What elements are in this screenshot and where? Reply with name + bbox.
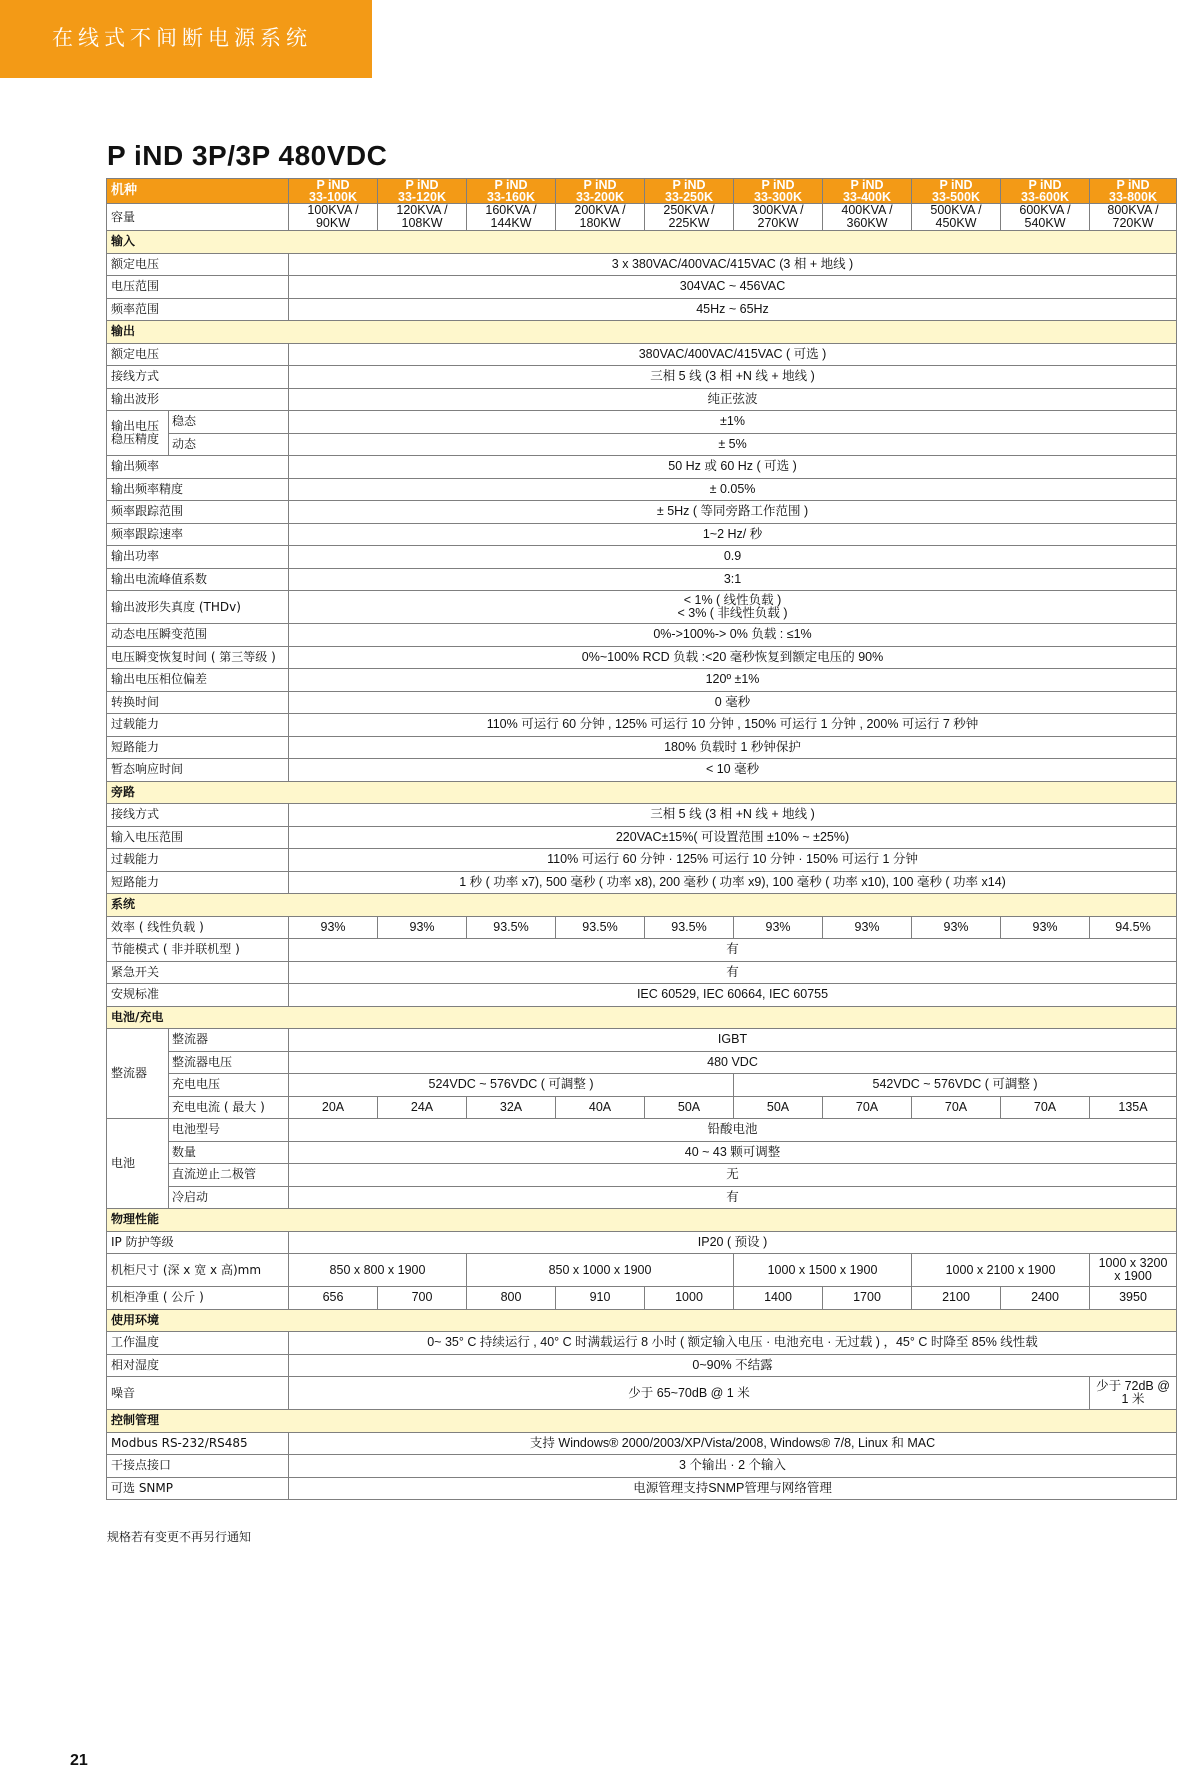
spec-label: 干接点接口 [107, 1455, 289, 1478]
spec-row [107, 691, 1177, 714]
spec-label: 过载能力 [107, 714, 289, 737]
spec-row [107, 411, 1177, 434]
spec-row [107, 849, 1177, 872]
spec-value: < 10 毫秒 [289, 759, 1177, 782]
spec-value: 40 ~ 43 颗可调整 [289, 1141, 1177, 1164]
spec-value: 0~90% 不结露 [289, 1354, 1177, 1377]
section-title: 物理性能 [107, 1209, 1177, 1232]
section-physical [107, 1209, 1177, 1232]
spec-row [107, 1141, 1177, 1164]
spec-row [107, 1186, 1177, 1209]
dimension-cell: 1000 x 1500 x 1900 [734, 1254, 912, 1287]
model-cell: P iND 33-400K [823, 179, 912, 204]
spec-value: IP20 ( 预设 ) [289, 1231, 1177, 1254]
group-label-rectifier: 整流器 [107, 1029, 169, 1119]
spec-label: 动态 [169, 433, 289, 456]
spec-value: 3 x 380VAC/400VAC/415VAC (3 相 + 地线 ) [289, 253, 1177, 276]
spec-row [107, 1354, 1177, 1377]
spec-row [107, 961, 1177, 984]
spec-label: 输入电压范围 [107, 826, 289, 849]
spec-label: 机柜尺寸 (深 x 宽 x 高)mm [107, 1254, 289, 1287]
footnote: 规格若有变更不再另行通知 [107, 1530, 252, 1544]
weight-row [107, 1287, 1177, 1310]
model-cell: P iND 33-800K [1090, 179, 1177, 204]
spec-value: 542VDC ~ 576VDC ( 可調整 ) [734, 1074, 1177, 1097]
charge-current-cell: 20A [289, 1096, 378, 1119]
section-title: 旁路 [107, 781, 1177, 804]
section-bypass [107, 781, 1177, 804]
spec-label: 接线方式 [107, 366, 289, 389]
capacity-cell: 500KVA / 450KW [912, 204, 1001, 231]
spec-value: 纯正弦波 [289, 388, 1177, 411]
dimension-cell: 850 x 1000 x 1900 [467, 1254, 734, 1287]
charge-current-cell: 70A [1001, 1096, 1090, 1119]
capacity-cell: 160KVA / 144KW [467, 204, 556, 231]
capacity-cell: 800KVA / 720KW [1090, 204, 1177, 231]
spec-row [107, 546, 1177, 569]
group-label-battery: 电池 [107, 1119, 169, 1209]
spec-label: 短路能力 [107, 871, 289, 894]
spec-label: 数量 [169, 1141, 289, 1164]
noise-row [107, 1377, 1177, 1410]
spec-label: 电池型号 [169, 1119, 289, 1142]
spec-row [107, 1477, 1177, 1500]
spec-label: 噪音 [107, 1377, 289, 1410]
spec-row [107, 1332, 1177, 1355]
spec-label: 转换时间 [107, 691, 289, 714]
charge-current-cell: 135A [1090, 1096, 1177, 1119]
spec-value: ±1% [289, 411, 1177, 434]
model-header-label: 机种 [107, 179, 289, 204]
weight-cell: 2100 [912, 1287, 1001, 1310]
spec-value: 304VAC ~ 456VAC [289, 276, 1177, 299]
spec-value: 支持 Windows® 2000/2003/XP/Vista/2008, Windows® 7/8, Linux 和 MAC [289, 1432, 1177, 1455]
charge-current-cell: 70A [912, 1096, 1001, 1119]
spec-value: < 1% ( 线性负载 ) < 3% ( 非线性负载 ) [289, 591, 1177, 624]
spec-label: 动态电压瞬变范围 [107, 624, 289, 647]
section-battery-charging [107, 1006, 1177, 1029]
spec-label: IP 防护等级 [107, 1231, 289, 1254]
section-system [107, 894, 1177, 917]
spec-label: 效率 ( 线性负载 ) [107, 916, 289, 939]
spec-value: 480 VDC [289, 1051, 1177, 1074]
spec-value: 0 毫秒 [289, 691, 1177, 714]
weight-cell: 1700 [823, 1287, 912, 1310]
spec-label: 输出电流峰值系数 [107, 568, 289, 591]
spec-value: IGBT [289, 1029, 1177, 1052]
section-title: 输出 [107, 321, 1177, 344]
spec-label: 频率跟踪速率 [107, 523, 289, 546]
efficiency-cell: 93% [378, 916, 467, 939]
section-title: 控制管理 [107, 1410, 1177, 1433]
dimensions-row [107, 1254, 1177, 1287]
charge-current-cell: 32A [467, 1096, 556, 1119]
section-title: 输入 [107, 231, 1177, 254]
spec-row [107, 591, 1177, 624]
spec-row [107, 1029, 1177, 1052]
spec-value: 有 [289, 1186, 1177, 1209]
capacity-cell: 120KVA / 108KW [378, 204, 467, 231]
spec-label: 电压范围 [107, 276, 289, 299]
spec-value: 50 Hz 或 60 Hz ( 可选 ) [289, 456, 1177, 479]
spec-label: 可选 SNMP [107, 1477, 289, 1500]
spec-label: 频率范围 [107, 298, 289, 321]
spec-value: 无 [289, 1164, 1177, 1187]
spec-row [107, 939, 1177, 962]
spec-label: 稳态 [169, 411, 289, 434]
spec-label: 紧急开关 [107, 961, 289, 984]
page-number: 21 [70, 1752, 88, 1769]
charge-current-cell: 24A [378, 1096, 467, 1119]
section-title: 使用环境 [107, 1309, 1177, 1332]
spec-row [107, 1231, 1177, 1254]
spec-value: 45Hz ~ 65Hz [289, 298, 1177, 321]
weight-cell: 800 [467, 1287, 556, 1310]
weight-cell: 700 [378, 1287, 467, 1310]
section-environment [107, 1309, 1177, 1332]
capacity-row [107, 204, 1177, 231]
spec-value: 180% 负载时 1 秒钟保护 [289, 736, 1177, 759]
spec-value: 380VAC/400VAC/415VAC ( 可选 ) [289, 343, 1177, 366]
spec-value: 524VDC ~ 576VDC ( 可調整 ) [289, 1074, 734, 1097]
section-title: 系统 [107, 894, 1177, 917]
spec-row [107, 568, 1177, 591]
dimension-cell: 1000 x 2100 x 1900 [912, 1254, 1090, 1287]
spec-label: 频率跟踪范围 [107, 501, 289, 524]
weight-cell: 656 [289, 1287, 378, 1310]
spec-row [107, 478, 1177, 501]
spec-value: 有 [289, 961, 1177, 984]
weight-cell: 1400 [734, 1287, 823, 1310]
spec-row [107, 366, 1177, 389]
spec-label: 机柜净重 ( 公斤 ) [107, 1287, 289, 1310]
charge-current-cell: 50A [734, 1096, 823, 1119]
spec-label: 接线方式 [107, 804, 289, 827]
spec-label: 工作温度 [107, 1332, 289, 1355]
spec-value: 0~ 35° C 持续运行 , 40° C 时满载运行 8 小时 ( 额定输入电压 · 电池充电 · 无过载 ) ，45° C 时降至 85% 线性载 [289, 1332, 1177, 1355]
capacity-cell: 100KVA / 90KW [289, 204, 378, 231]
spec-label: 充电电流 ( 最大 ) [169, 1096, 289, 1119]
efficiency-cell: 93% [289, 916, 378, 939]
spec-label: 额定电压 [107, 343, 289, 366]
efficiency-row [107, 916, 1177, 939]
spec-value: 0%~100% RCD 负载 :<20 毫秒恢复到额定电压的 90% [289, 646, 1177, 669]
spec-label: 短路能力 [107, 736, 289, 759]
spec-value: 0.9 [289, 546, 1177, 569]
spec-row [107, 736, 1177, 759]
spec-row [107, 253, 1177, 276]
spec-label: 输出波形失真度 (THDv) [107, 591, 289, 624]
spec-row [107, 501, 1177, 524]
spec-label: 安规标准 [107, 984, 289, 1007]
spec-value: 少于 72dB @ 1 米 [1090, 1377, 1177, 1410]
capacity-cell: 400KVA / 360KW [823, 204, 912, 231]
efficiency-cell: 93% [912, 916, 1001, 939]
spec-label: 整流器 [169, 1029, 289, 1052]
spec-label: 输出波形 [107, 388, 289, 411]
spec-row [107, 276, 1177, 299]
spec-row [107, 1119, 1177, 1142]
spec-label: 暂态响应时间 [107, 759, 289, 782]
spec-row [107, 646, 1177, 669]
model-cell: P iND 33-300K [734, 179, 823, 204]
spec-label: Modbus RS-232/RS485 [107, 1432, 289, 1455]
spec-row [107, 1455, 1177, 1478]
model-cell: P iND 33-500K [912, 179, 1001, 204]
spec-row [107, 523, 1177, 546]
spec-label: 电压瞬变恢复时间 ( 第三等级 ) [107, 646, 289, 669]
model-cell: P iND 33-200K [556, 179, 645, 204]
spec-row [107, 669, 1177, 692]
weight-cell: 3950 [1090, 1287, 1177, 1310]
spec-label: 过载能力 [107, 849, 289, 872]
spec-label: 输出频率精度 [107, 478, 289, 501]
spec-label: 节能模式 ( 非并联机型 ) [107, 939, 289, 962]
spec-label: 充电电压 [169, 1074, 289, 1097]
section-title: 电池/充电 [107, 1006, 1177, 1029]
spec-value: ± 5% [289, 433, 1177, 456]
spec-value: 0%->100%-> 0% 负载 : ≤1% [289, 624, 1177, 647]
spec-value: 120º ±1% [289, 669, 1177, 692]
spec-value: 有 [289, 939, 1177, 962]
spec-row [107, 826, 1177, 849]
spec-row [107, 1164, 1177, 1187]
spec-label: 额定电压 [107, 253, 289, 276]
weight-cell: 910 [556, 1287, 645, 1310]
spec-row [107, 1074, 1177, 1097]
spec-row [107, 298, 1177, 321]
spec-row [107, 433, 1177, 456]
spec-value: ± 0.05% [289, 478, 1177, 501]
efficiency-cell: 93% [823, 916, 912, 939]
spec-value: 少于 65~70dB @ 1 米 [289, 1377, 1090, 1410]
weight-cell: 2400 [1001, 1287, 1090, 1310]
spec-label: 输出电压相位偏差 [107, 669, 289, 692]
spec-row [107, 1051, 1177, 1074]
spec-value: 三相 5 线 (3 相 +N 线 + 地线 ) [289, 366, 1177, 389]
spec-row [107, 714, 1177, 737]
spec-label: 输出频率 [107, 456, 289, 479]
model-cell: P iND 33-160K [467, 179, 556, 204]
spec-value: 三相 5 线 (3 相 +N 线 + 地线 ) [289, 804, 1177, 827]
charge-current-cell: 50A [645, 1096, 734, 1119]
group-label-regulation: 输出电压 稳压精度 [107, 411, 169, 456]
spec-value: 电源管理支持SNMP管理与网络管理 [289, 1477, 1177, 1500]
spec-row [107, 343, 1177, 366]
capacity-cell: 200KVA / 180KW [556, 204, 645, 231]
spec-table [106, 178, 1177, 1500]
efficiency-cell: 93% [734, 916, 823, 939]
spec-value: IEC 60529, IEC 60664, IEC 60755 [289, 984, 1177, 1007]
spec-value: 3 个输出 · 2 个输入 [289, 1455, 1177, 1478]
dimension-cell: 850 x 800 x 1900 [289, 1254, 467, 1287]
charge-current-cell: 40A [556, 1096, 645, 1119]
category-banner [0, 0, 372, 78]
spec-label: 输出功率 [107, 546, 289, 569]
spec-value: 铅酸电池 [289, 1119, 1177, 1142]
spec-value: 3:1 [289, 568, 1177, 591]
spec-value: 1 秒 ( 功率 x7), 500 毫秒 ( 功率 x8), 200 毫秒 ( 功率 x9), 100 毫秒 ( 功率 x10), 100 毫秒 ( 功率 x14) [289, 871, 1177, 894]
dimension-cell: 1000 x 3200 x 1900 [1090, 1254, 1177, 1287]
capacity-cell: 300KVA / 270KW [734, 204, 823, 231]
section-input [107, 231, 1177, 254]
spec-row [107, 984, 1177, 1007]
spec-row [107, 624, 1177, 647]
spec-value: 110% 可运行 60 分钟 · 125% 可运行 10 分钟 · 150% 可运行 1 分钟 [289, 849, 1177, 872]
charge-current-row [107, 1096, 1177, 1119]
spec-label: 冷启动 [169, 1186, 289, 1209]
efficiency-cell: 93% [1001, 916, 1090, 939]
spec-label: 相对湿度 [107, 1354, 289, 1377]
efficiency-cell: 94.5% [1090, 916, 1177, 939]
efficiency-cell: 93.5% [467, 916, 556, 939]
spec-value: 1~2 Hz/ 秒 [289, 523, 1177, 546]
spec-row [107, 871, 1177, 894]
efficiency-cell: 93.5% [645, 916, 734, 939]
capacity-cell: 250KVA / 225KW [645, 204, 734, 231]
capacity-label: 容量 [107, 204, 289, 231]
product-title: P iND 3P/3P 480VDC [107, 140, 388, 171]
charge-current-cell: 70A [823, 1096, 912, 1119]
spec-value: ± 5Hz ( 等同旁路工作范围 ) [289, 501, 1177, 524]
spec-row [107, 759, 1177, 782]
category-banner-text: 在线式不间断电源系统 [52, 26, 312, 50]
efficiency-cell: 93.5% [556, 916, 645, 939]
spec-row [107, 456, 1177, 479]
spec-row [107, 1432, 1177, 1455]
model-cell: P iND 33-120K [378, 179, 467, 204]
model-cell: P iND 33-250K [645, 179, 734, 204]
section-output [107, 321, 1177, 344]
weight-cell: 1000 [645, 1287, 734, 1310]
section-control [107, 1410, 1177, 1433]
spec-value: 110% 可运行 60 分钟 , 125% 可运行 10 分钟 , 150% 可运行 1 分钟 , 200% 可运行 7 秒钟 [289, 714, 1177, 737]
spec-value: 220VAC±15%( 可设置范围 ±10% ~ ±25%) [289, 826, 1177, 849]
spec-label: 直流逆止二极管 [169, 1164, 289, 1187]
model-cell: P iND 33-600K [1001, 179, 1090, 204]
model-cell: P iND 33-100K [289, 179, 378, 204]
spec-row [107, 804, 1177, 827]
capacity-cell: 600KVA / 540KW [1001, 204, 1090, 231]
spec-label: 整流器电压 [169, 1051, 289, 1074]
model-header-row [107, 179, 1177, 204]
spec-row [107, 388, 1177, 411]
